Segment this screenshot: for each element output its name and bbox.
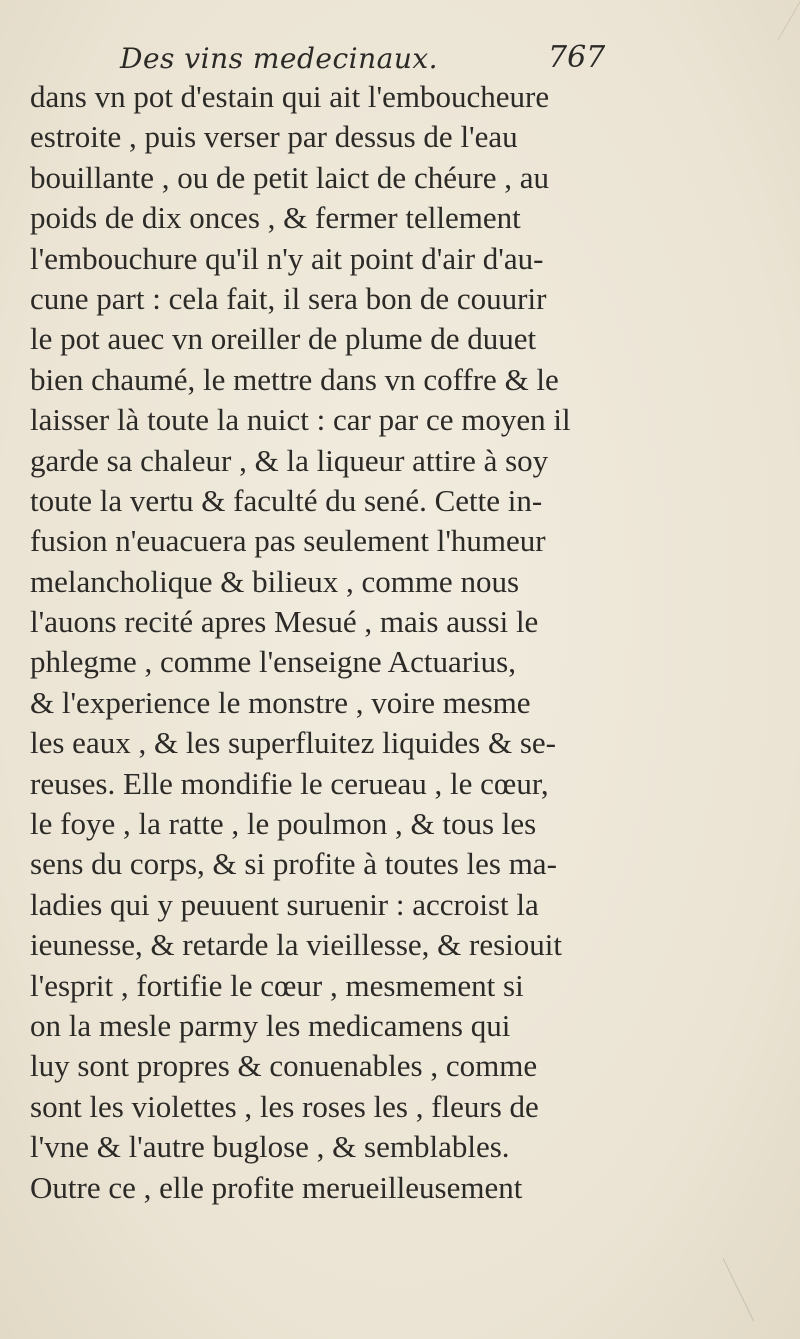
text-line: phlegme , comme l'enseigne Actuarius,: [30, 644, 516, 680]
text-line: ladies qui y peuuent suruenir : accroist la: [30, 886, 539, 922]
text-line: ieunesse, & retarde la vieillesse, & resiouit: [30, 927, 562, 963]
text-line: l'esprit , fortifie le cœur , mesmement si: [30, 967, 524, 1003]
text-line: bien chaumé, le mettre dans vn coffre & le: [30, 361, 559, 397]
page-number: 767: [548, 40, 606, 75]
text-line: sont les violettes , les roses les , fleurs de: [30, 1088, 539, 1124]
text-line: reuses. Elle mondifie le cerueau , le cœur,: [30, 765, 549, 801]
text-line: bouillante , ou de petit laict de chéure , au: [30, 159, 550, 195]
text-line: sens du corps, & si profite à toutes les ma-: [30, 846, 557, 882]
text-line: l'auons recité apres Mesué , mais aussi le: [30, 604, 539, 640]
running-head-title: Des vins medecinaux.: [120, 42, 439, 75]
text-line: melancholique & bilieux , comme nous: [30, 563, 520, 599]
page-corner-mark: [737, 0, 800, 40]
text-line: laisser là toute la nuict : car par ce moyen il: [30, 402, 571, 438]
text-line: le pot auec vn oreiller de plume de duuet: [30, 321, 537, 357]
text-line: luy sont propres & conuenables , comme: [30, 1048, 538, 1084]
bottom-margin: [0, 1245, 800, 1339]
text-line: toute la vertu & faculté du sené. Cette in-: [30, 482, 543, 518]
text-line: estroite , puis verser par dessus de l'eau: [30, 119, 518, 155]
text-line: Outre ce , elle profite merueilleusement: [30, 1169, 523, 1205]
text-line: cune part : cela fait, il sera bon de couurir: [30, 280, 547, 316]
text-line: & l'experience le monstre , voire mesme: [30, 684, 531, 720]
text-line: fusion n'euacuera pas seulement l'humeur: [30, 523, 546, 559]
text-line: l'embouchure qu'il n'y ait point d'air d'au-: [30, 240, 544, 276]
text-line: garde sa chaleur , & la liqueur attire à soy: [30, 442, 549, 478]
text-line: on la mesle parmy les medicamens qui: [30, 1007, 511, 1043]
body-text: [30, 77, 780, 1208]
text-line: les eaux , & les superfluitez liquides & se-: [30, 725, 557, 761]
text-line: le foye , la ratte , le poulmon , & tous les: [30, 806, 537, 842]
text-line: l'vne & l'autre buglose , & semblables.: [30, 1129, 510, 1165]
text-line: poids de dix onces , & fermer tellement: [30, 200, 521, 236]
text-line: dans vn pot d'estain qui ait l'emboucheure: [30, 79, 550, 114]
